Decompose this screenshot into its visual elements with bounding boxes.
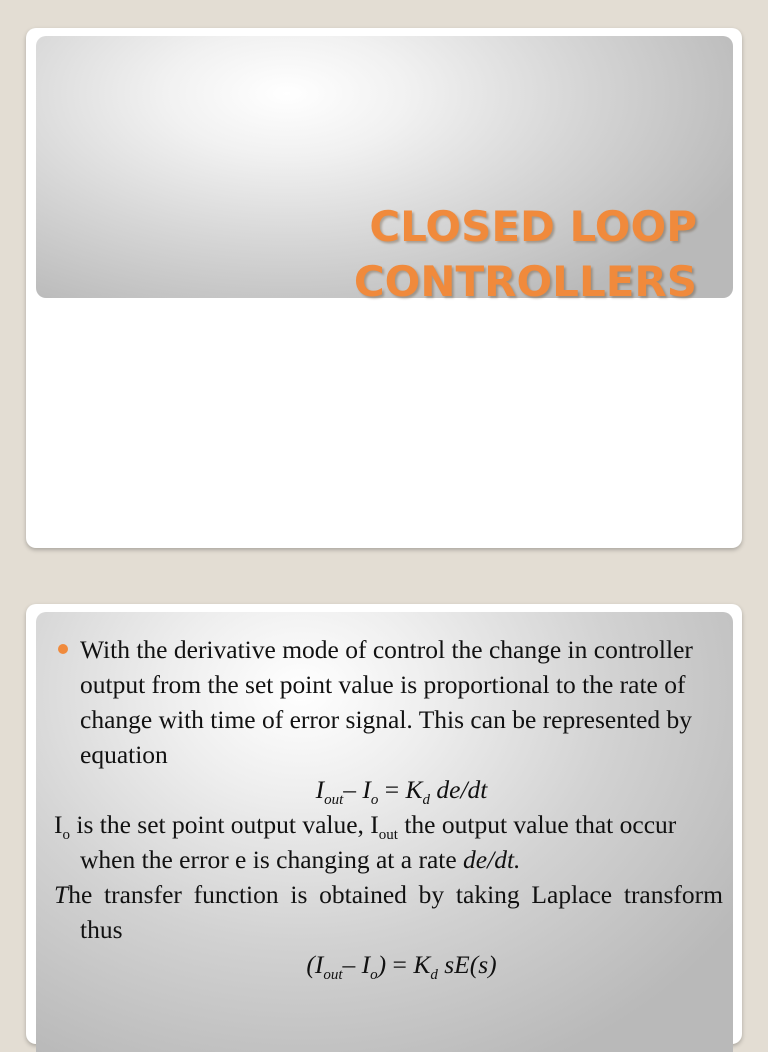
title-panel — [36, 36, 733, 306]
eq1-sub-b: o — [370, 792, 379, 808]
eq1-term-b: I — [362, 775, 371, 804]
eq2-paren-close: ) — [377, 950, 387, 979]
content-panel — [36, 612, 733, 1052]
eq2-term-a: I — [314, 950, 324, 979]
eq1-sub-c: d — [422, 792, 431, 808]
equation-derivative — [54, 772, 723, 807]
para2-lead: I — [54, 810, 63, 839]
bullet-item — [54, 632, 723, 772]
eq2-op-minus: – — [342, 950, 362, 979]
eq2-term-c: K — [413, 950, 431, 979]
eq1-term-rest: de/dt — [430, 775, 488, 804]
eq2-op-equals: = — [386, 950, 414, 979]
eq1-sub-a: out — [324, 792, 344, 808]
eq2-term-b: I — [361, 950, 371, 979]
eq2-paren-open: ( — [306, 950, 315, 979]
slide-2 — [26, 604, 742, 1044]
bullet-dot-icon — [58, 644, 68, 654]
para2-lead-sub: o — [62, 827, 70, 843]
eq2-sub-c: d — [430, 967, 438, 983]
para2-mid: is the set point output value, I — [70, 810, 379, 839]
equation-laplace — [54, 947, 723, 982]
para2-mid-sub: out — [378, 827, 398, 843]
title-line-1: CLOSED LOOP — [369, 202, 697, 251]
bullet-text: With the derivative mode of control the change in controller output from the set point value is proportional to the rate of change with time of error signal. This can be represented by equation — [80, 635, 693, 769]
eq1-op-minus: – — [343, 775, 363, 804]
eq2-sub-b: o — [370, 967, 378, 983]
slide-title — [354, 199, 697, 309]
para3-lead-italic: T — [54, 880, 69, 909]
slide-content — [54, 632, 723, 982]
eq1-term-c: K — [405, 775, 423, 804]
eq2-term-rest: sE(s) — [437, 950, 497, 979]
para2-tail-italic: de/dt. — [463, 845, 521, 874]
slide-1 — [26, 28, 742, 548]
eq1-op-equals: = — [378, 775, 406, 804]
eq2-sub-a: out — [323, 967, 343, 983]
title-line-2: CONTROLLERS — [353, 257, 697, 306]
paragraph-setpoint — [54, 807, 723, 877]
para2-tail: the output value that occur when the error e is changing at a rate — [80, 810, 677, 874]
paragraph-transfer — [54, 877, 723, 947]
eq1-term-a: I — [315, 775, 325, 804]
para3-text: he transfer function is obtained by taking Laplace transform thus — [68, 880, 723, 944]
